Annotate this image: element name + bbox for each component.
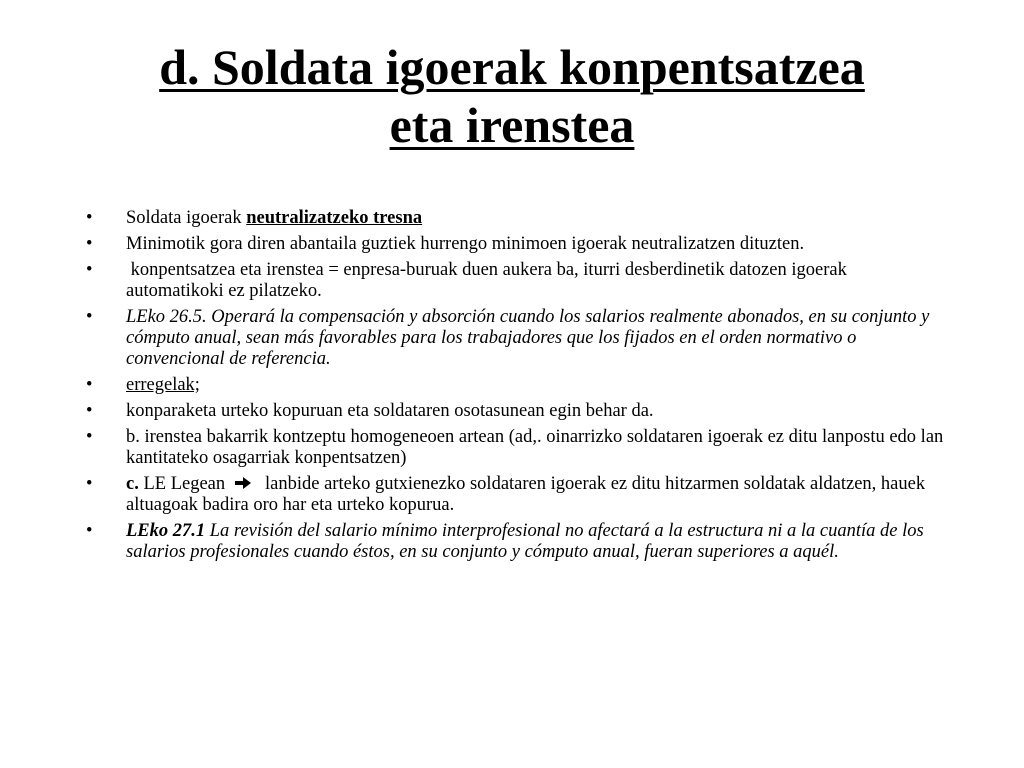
bullet-emphasis: neutralizatzeko tresna [246,208,423,228]
bullet-marker: • [86,474,93,494]
bullet-text: konpentsatzea eta irenstea = enpresa-buruak duen aukera ba, iturri desberdinetik datozen igoerak automatikoki ez pilatzeko. [126,260,852,301]
bullet-text: LE Legean [138,474,230,494]
bullet-marker: • [86,427,93,447]
bullet-marker: • [86,375,93,395]
bullet-marker: • [86,521,93,541]
bullet-marker: • [86,260,93,280]
bullet-marker: • [86,234,93,254]
bullet-text: b. irenstea bakarrik kontzeptu homogeneoen artean (ad,. oinarrizko soldataren igoerak ez ditu lanpostu edo lan kantitateko osagarriak konpentsatzen) [126,427,944,468]
bullet-text: Minimotik gora diren abantaila guztiek hurrengo minimoen igoerak neutralizatzen dituzten. [126,234,805,254]
bullet-text: Soldata igoerak [126,208,247,228]
bullet-text: konparaketa urteko kopuruan eta soldataren osotasunean egin behar da. [126,401,654,421]
list-item [86,234,946,255]
bullet-marker: • [86,401,93,421]
bullet-marker: • [86,208,93,228]
list-item [86,521,946,563]
bullet-text: La revisión del salario mínimo interprofesional no afectará a la estructura ni a la cuantía de los salarios profesionales cuando éstos, en su conjunto y cómputo anual, fueran superiores a aquél. [126,521,924,562]
list-item [86,427,946,469]
list-item [86,260,946,302]
list-item [86,307,946,370]
bullet-text: erregelak; [126,375,200,395]
bullet-label: c. [126,474,139,494]
slide-title [0,38,1024,154]
bullet-text: LEko 26.5. Operará la compensación y absorción cuando los salarios realmente abonados, en su conjunto y cómputo anual, sean más favorables para los trabajadores que los fijados en el orden normativo o convencional de referencia. [126,307,930,369]
list-item [86,474,946,516]
bullet-marker: • [86,307,93,327]
bullet-text: lanbide arteko gutxienezko soldataren igoerak ez ditu hitzarmen soldatak aldatzen, hauek altuagoak badira oro har eta urteko kopurua. [126,474,930,515]
bullet-label: LEko 27.1 [126,521,206,541]
list-item [86,375,946,396]
title-line-2: eta irenstea [389,97,635,153]
right-arrow-icon [234,476,252,490]
list-item [86,208,946,229]
bullet-list [86,208,946,568]
list-item [86,401,946,422]
title-line-1: d. Soldata igoerak konpentsatzea [159,39,865,95]
